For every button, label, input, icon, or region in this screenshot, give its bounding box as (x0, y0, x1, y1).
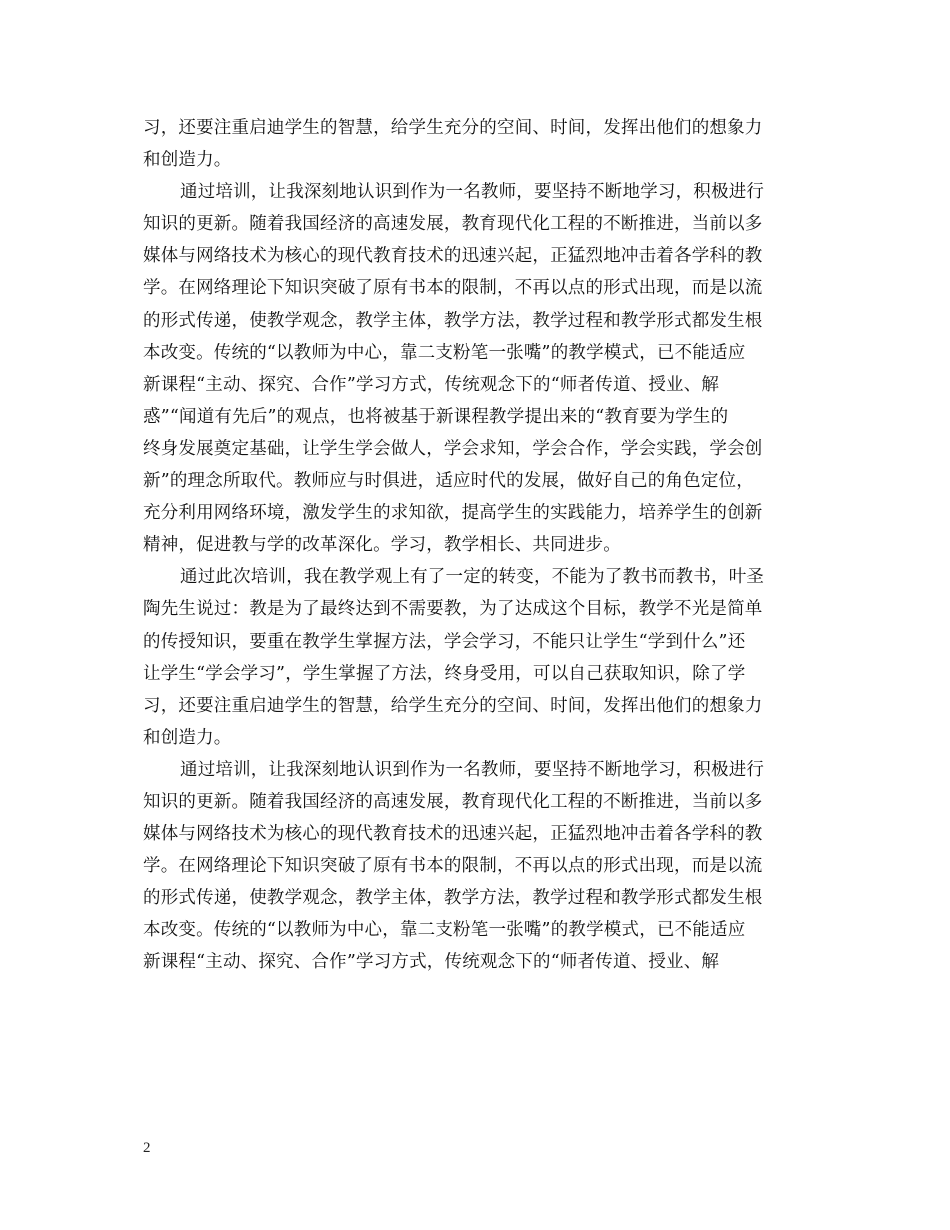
text-line: 通过培训，让我深刻地认识到作为一名教师，要坚持不断地学习，积极进行 (180, 759, 765, 780)
text-line: 通过培训，让我深刻地认识到作为一名教师，要坚持不断地学习，积极进行 (180, 182, 765, 203)
text-line: 陶先生说过：教是为了最终达到不需要教，为了达成这个目标，教学不光是简单 (143, 599, 763, 620)
text-line: 知识的更新。随着我国经济的高速发展，教育现代化工程的不断推进，当前以多 (143, 214, 763, 235)
body-text (143, 112, 808, 979)
text-line: 和创造力。 (143, 150, 232, 171)
text-line: 知识的更新。随着我国经济的高速发展，教育现代化工程的不断推进，当前以多 (143, 791, 763, 812)
text-line: 的传授知识，要重在教学生掌握方法，学会学习，不能只让学生“学到什么”还 (143, 631, 746, 652)
text-line: 习，还要注重启迪学生的智慧，给学生充分的空间、时间，发挥出他们的想象力 (143, 118, 763, 138)
text-line: 媒体与网络技术为核心的现代教育技术的迅速兴起，正猛烈地冲击着各学科的教 (143, 246, 763, 267)
text-line: 惑”“闻道有先后”的观点，也将被基于新课程教学提出来的“教育要为学生的 (143, 406, 729, 427)
text-line: 终身发展奠定基础，让学生学会做人，学会求知，学会合作，学会实践，学会创 (143, 438, 763, 459)
text-line: 的形式传递，使教学观念，教学主体，教学方法，教学过程和教学形式都发生根 (143, 888, 763, 909)
text-line: 学。在网络理论下知识突破了原有书本的限制，不再以点的形式出现，而是以流 (143, 278, 763, 299)
text-line: 新”的理念所取代。教师应与时俱进，适应时代的发展，做好自己的角色定位， (143, 471, 754, 492)
text-line: 学。在网络理论下知识突破了原有书本的限制，不再以点的形式出现，而是以流 (143, 856, 763, 877)
text-line: 新课程“主动、探究、合作”学习方式，传统观念下的“师者传道、授业、解 (143, 374, 720, 395)
text-line: 充分利用网络环境，激发学生的求知欲，提高学生的实践能力，培养学生的创新 (143, 503, 763, 524)
page-number: 2 (143, 1140, 151, 1156)
text-line: 新课程“主动、探究、合作”学习方式，传统观念下的“师者传道、授业、解 (143, 952, 720, 973)
text-line: 本改变。传统的“以教师为中心，靠二支粉笔一张嘴”的教学模式，已不能适应 (143, 920, 746, 941)
text-line: 精神，促进教与学的改革深化。学习，教学相长、共同进步。 (143, 535, 621, 556)
text-line: 让学生“学会学习”，学生掌握了方法，终身受用，可以自己获取知识，除了学 (143, 663, 746, 684)
text-line: 习，还要注重启迪学生的智慧，给学生充分的空间、时间，发挥出他们的想象力 (143, 695, 763, 716)
text-line: 通过此次培训，我在教学观上有了一定的转变，不能为了教书而教书，叶圣 (180, 567, 765, 588)
text-line: 媒体与网络技术为核心的现代教育技术的迅速兴起，正猛烈地冲击着各学科的教 (143, 824, 763, 845)
text-line: 的形式传递，使教学观念，教学主体，教学方法，教学过程和教学形式都发生根 (143, 310, 763, 331)
text-line: 本改变。传统的“以教师为中心，靠二支粉笔一张嘴”的教学模式，已不能适应 (143, 342, 746, 363)
text-line: 和创造力。 (143, 727, 232, 748)
